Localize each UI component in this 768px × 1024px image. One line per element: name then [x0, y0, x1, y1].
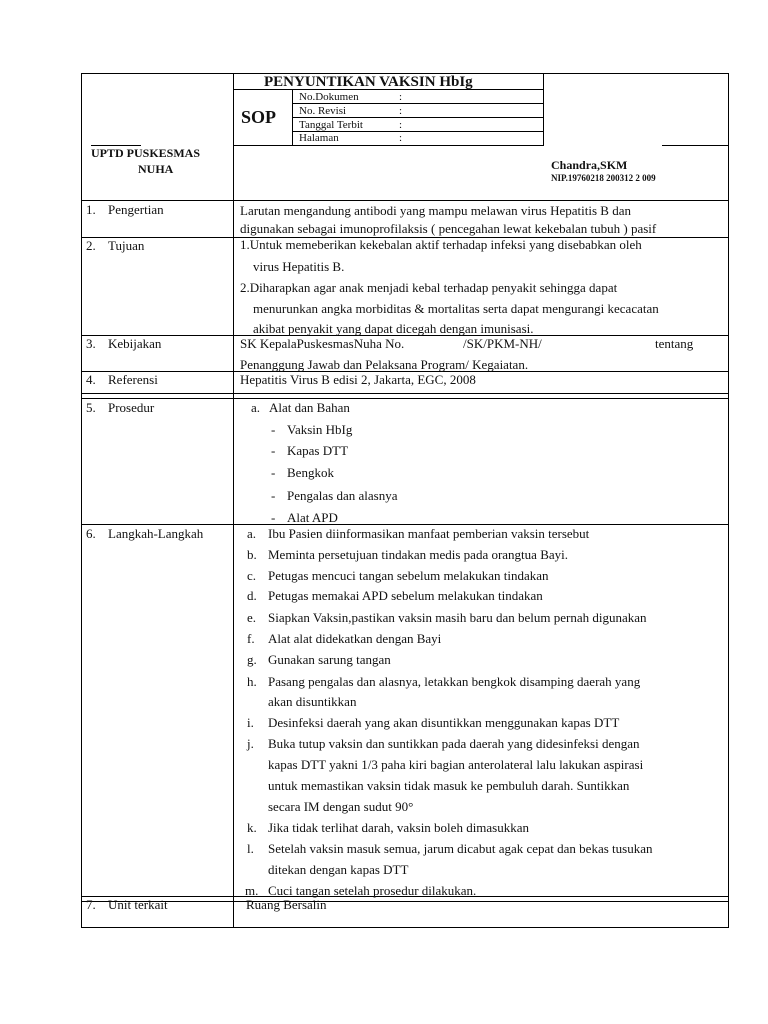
prosedur-item: Vaksin HbIg: [287, 422, 353, 437]
section-label-kebijakan: Kebijakan: [108, 336, 162, 351]
signer-nip: NIP.19760218 200312 2 009: [551, 173, 656, 183]
step-marker: j.: [247, 736, 254, 751]
step-text: Pasang pengalas dan alasnya, letakkan bengkok disamping daerah yang: [268, 674, 641, 689]
section-label-unit-terkait: Unit terkait: [108, 897, 168, 912]
field-halaman-label: Halaman: [299, 132, 339, 144]
field-no-revisi-sep: :: [399, 105, 403, 117]
field-halaman-sep: :: [399, 132, 403, 144]
step-text: Siapkan Vaksin,pastikan vaksin masih baru dan belum pernah digunakan: [268, 610, 647, 625]
tujuan-line: 1.Untuk memeberikan kekebalan aktif terhadap infeksi yang disebabkan oleh: [240, 237, 642, 252]
step-marker: f.: [247, 631, 255, 646]
field-tanggal-terbit-label: Tanggal Terbit: [299, 119, 363, 131]
step-text: secara IM dengan sudut 90°: [268, 799, 414, 814]
referensi-text: Hepatitis Virus B edisi 2, Jakarta, EGC, 2008: [240, 372, 476, 387]
field-no-revisi-label: No. Revisi: [299, 105, 347, 117]
step-text: untuk memastikan vaksin tidak masuk ke pembuluh darah. Suntikkan: [268, 778, 630, 793]
step-text: Meminta persetujuan tindakan medis pada orangtua Bayi.: [268, 547, 568, 562]
org-name-line1: UPTD PUSKESMAS: [91, 146, 201, 160]
prosedur-item-dash: -: [271, 488, 276, 503]
signer-name: Chandra,SKM: [551, 158, 628, 172]
tujuan-line: menurunkan angka morbiditas & mortalitas serta dapat mengurangi kecacatan: [253, 301, 659, 316]
prosedur-item: Kapas DTT: [287, 443, 349, 458]
kebijakan-text: Penanggung Jawab dan Pelaksana Program/ Kegaiatan.: [240, 357, 529, 372]
field-tanggal-terbit-sep: :: [399, 119, 403, 131]
prosedur-item-dash: -: [271, 465, 276, 480]
prosedur-item-dash: -: [271, 443, 276, 458]
field-no-dokumen-label: No.Dokumen: [299, 91, 359, 103]
step-text: Cuci tangan setelah prosedur dilakukan.: [268, 883, 477, 898]
kebijakan-text: /SK/PKM-NH/: [463, 336, 542, 351]
step-text: Petugas mencuci tangan sebelum melakukan tindakan: [268, 568, 549, 583]
step-text: Jika tidak terlihat darah, vaksin boleh dimasukkan: [268, 820, 530, 835]
step-text: Gunakan sarung tangan: [268, 652, 391, 667]
pengertian-line: digunakan sebagai imunoprofilaksis ( pencegahan lewat kekebalan tubuh ) pasif: [240, 221, 657, 236]
kebijakan-text: SK KepalaPuskesmasNuha No.: [240, 336, 405, 351]
sop-label: SOP: [241, 107, 277, 127]
step-marker: k.: [247, 820, 257, 835]
prosedur-item: Pengalas dan alasnya: [287, 488, 398, 503]
section-number: 7.: [86, 897, 96, 912]
section-label-langkah: Langkah-Langkah: [108, 526, 204, 541]
step-marker: e.: [247, 610, 257, 625]
step-text: Setelah vaksin masuk semua, jarum dicabut agak cepat dan bekas tusukan: [268, 841, 653, 856]
tujuan-line: 2.Diharapkan agar anak menjadi kebal terhadap penyakit sehingga dapat: [240, 280, 618, 295]
step-text: Petugas memakai APD sebelum melakukan tindakan: [268, 588, 543, 603]
step-text: kapas DTT yakni 1/3 paha kiri bagian anterolateral lalu lakukan aspirasi: [268, 757, 644, 772]
document-title: PENYUNTIKAN VAKSIN HbIg: [264, 74, 473, 90]
org-name-line2: NUHA: [138, 162, 174, 176]
step-marker: a.: [247, 526, 257, 541]
step-text: Desinfeksi daerah yang akan disuntikkan menggunakan kapas DTT: [268, 715, 620, 730]
prosedur-sub-marker: a.: [251, 400, 261, 415]
step-marker: m.: [245, 883, 259, 898]
section-number: 2.: [86, 238, 96, 253]
step-marker: i.: [247, 715, 254, 730]
section-number: 5.: [86, 400, 96, 415]
field-no-dokumen-sep: :: [399, 91, 403, 103]
prosedur-item-dash: -: [271, 510, 276, 525]
section-label-tujuan: Tujuan: [108, 238, 145, 253]
section-label-pengertian: Pengertian: [108, 202, 164, 217]
step-text: Buka tutup vaksin dan suntikkan pada daerah yang didesinfeksi dengan: [268, 736, 640, 751]
step-marker: c.: [247, 568, 257, 583]
pengertian-line: Larutan mengandung antibodi yang mampu melawan virus Hepatitis B dan: [240, 203, 631, 218]
tujuan-line: akibat penyakit yang dapat dicegah dengan imunisasi.: [253, 321, 534, 336]
step-text: Alat alat didekatkan dengan Bayi: [268, 631, 442, 646]
unit-terkait-text: Ruang Bersalin: [246, 897, 327, 912]
prosedur-item-dash: -: [271, 422, 276, 437]
section-label-referensi: Referensi: [108, 372, 158, 387]
step-marker: g.: [247, 652, 257, 667]
step-text: ditekan dengan kapas DTT: [268, 862, 409, 877]
step-marker: h.: [247, 674, 257, 689]
section-label-prosedur: Prosedur: [108, 400, 155, 415]
step-marker: d.: [247, 588, 257, 603]
section-number: 1.: [86, 202, 96, 217]
section-number: 3.: [86, 336, 96, 351]
step-text: akan disuntikkan: [268, 694, 357, 709]
prosedur-item: Alat APD: [287, 510, 338, 525]
tujuan-line: virus Hepatitis B.: [253, 259, 345, 274]
step-marker: b.: [247, 547, 257, 562]
prosedur-item: Bengkok: [287, 465, 334, 480]
kebijakan-text: tentang: [655, 336, 694, 351]
section-number: 6.: [86, 526, 96, 541]
prosedur-sub-title: Alat dan Bahan: [269, 400, 350, 415]
step-marker: l.: [247, 841, 254, 856]
section-number: 4.: [86, 372, 96, 387]
step-text: Ibu Pasien diinformasikan manfaat pemberian vaksin tersebut: [268, 526, 590, 541]
